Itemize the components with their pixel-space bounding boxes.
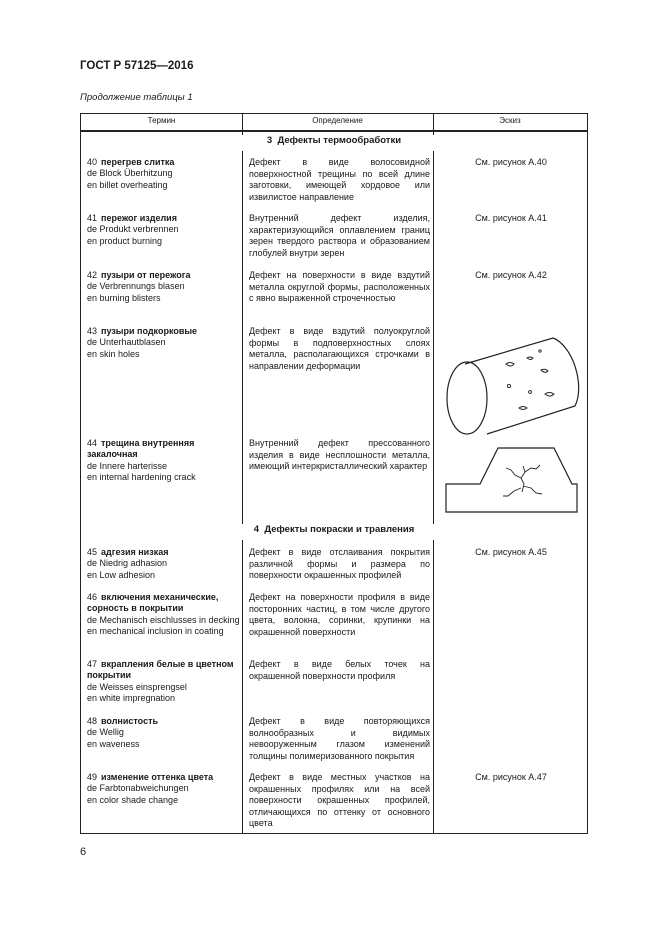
table-row — [87, 659, 241, 704]
col-header-sketch: Эскиз — [499, 116, 521, 125]
term-definition: Дефект на поверхности в виде вздутий металла округлой формы, расположенных с явно выраженной строчечностью — [249, 270, 430, 304]
col-header-definition: Определение — [312, 116, 363, 125]
term-de: de Block Überhitzung — [87, 168, 173, 179]
term-de: de Wellig — [87, 727, 124, 738]
table-row — [87, 716, 241, 750]
col-header-term: Термин — [147, 116, 176, 125]
term-en: en skin holes — [87, 348, 140, 359]
term-definition: Дефект в виде отслаивания покрытия различной формы и размера по поверхности окрашенных профилей — [249, 547, 430, 581]
term-ru: пережог изделия — [101, 213, 177, 223]
term-number: 41 — [87, 213, 98, 223]
term-de: de Mechanisch eischlusses in decking — [87, 614, 240, 625]
term-en: en internal hardening crack — [87, 471, 196, 482]
term-ru: пузыри от пережога — [101, 270, 191, 280]
term-de: de Farbtonabweichungen — [87, 783, 189, 794]
term-ru: трещина внутренняя закалочная — [87, 438, 195, 460]
term-en: en billet overheating — [87, 179, 168, 190]
term-en: en product burning — [87, 235, 163, 246]
table-header — [81, 114, 587, 132]
table-row — [87, 326, 241, 360]
term-en: en Low adhesion — [87, 569, 156, 580]
term-de: de Innere harterisse — [87, 460, 168, 471]
term-definition: Дефект в виде местных участков на окрашенных профилях или на всей поверхности окрашенных профилей, отличающихся по оттенку от основного цвета — [249, 772, 430, 829]
term-number: 42 — [87, 270, 98, 280]
table-continuation-caption: Продолжение таблицы 1 — [80, 92, 193, 103]
term-en: en white impregnation — [87, 692, 176, 703]
term-number: 45 — [87, 547, 98, 557]
section-title: Дефекты термообработки — [277, 135, 402, 146]
term-en: en color shade change — [87, 794, 179, 805]
sketch-reference: См. рисунок А.42 — [475, 270, 547, 280]
terms-table — [80, 113, 588, 834]
column-divider — [433, 114, 434, 833]
table-row — [87, 438, 241, 483]
cylinder-blisters-sketch — [441, 336, 581, 436]
term-definition: Внутренний дефект прессованного изделия в виде несплошности металла, имеющий интеркристаллический характер — [249, 438, 430, 472]
term-ru: волнистость — [101, 716, 159, 726]
term-de: de Produkt verbrennen — [87, 224, 179, 235]
term-number: 48 — [87, 716, 98, 726]
term-number: 43 — [87, 326, 98, 336]
term-definition: Дефект в виде волосовидной поверхностной трещины по всей длине заготовки, имеющей хордовое или извилистое направление — [249, 157, 430, 202]
term-ru: вкрапления белые в цветном покрытии — [87, 659, 234, 681]
profile-crack-sketch — [444, 442, 579, 514]
table-row — [87, 270, 241, 304]
page-number: 6 — [80, 846, 87, 858]
term-ru: включения механические, сорность в покрытии — [87, 592, 219, 614]
term-en: en mechanical inclusion in coating — [87, 625, 224, 636]
term-definition: Дефект на поверхности профиля в виде посторонних частиц, в том числе другого цвета, волокна, соринки, крупинки на окрашенной поверхности — [249, 592, 430, 637]
section-title: Дефекты покраски и травления — [264, 524, 415, 535]
term-definition: Дефект в виде вздутий полуокруглой формы в подповерхностных слоях металла, располагающихся строчками в направлении деформации — [249, 326, 430, 371]
section-number: 4 — [253, 524, 260, 535]
term-en: en burning blisters — [87, 292, 161, 303]
term-ru: изменение оттенка цвета — [101, 772, 214, 782]
sketch-reference: См. рисунок А.45 — [475, 547, 547, 557]
term-ru: адгезия низкая — [101, 547, 169, 557]
term-number: 40 — [87, 157, 98, 167]
table-row — [87, 213, 241, 247]
table-row — [87, 772, 241, 806]
term-number: 47 — [87, 659, 98, 669]
table-row — [87, 592, 241, 637]
term-ru: пузыри подкорковые — [101, 326, 198, 336]
column-divider — [242, 114, 243, 833]
term-de: de Niedrig adhasion — [87, 558, 168, 569]
sketch-reference: См. рисунок А.47 — [475, 772, 547, 782]
term-en: en waveness — [87, 738, 140, 749]
term-number: 49 — [87, 772, 98, 782]
table-row — [87, 547, 241, 581]
term-de: de Verbrennungs blasen — [87, 281, 185, 292]
sketch-reference: См. рисунок А.41 — [475, 213, 547, 223]
term-definition: Внутренний дефект изделия, характеризующийся оплавлением границ зерен твердого раствора и образованием глобулей внутри зерен — [249, 213, 430, 258]
term-number: 44 — [87, 438, 98, 448]
term-de: de Weisses einsprengsel — [87, 681, 187, 692]
term-number: 46 — [87, 592, 98, 602]
term-de: de Unterhautblasen — [87, 337, 166, 348]
section-number: 3 — [266, 135, 273, 146]
table-row — [87, 157, 241, 191]
term-ru: перегрев слитка — [101, 157, 175, 167]
document-code: ГОСТ Р 57125—2016 — [80, 60, 194, 72]
term-definition: Дефект в виде белых точек на окрашенной поверхности профиля — [249, 659, 430, 681]
term-definition: Дефект в виде повторяющихся волнообразных и видимых невооруженным глазом изменений толщины полимеризованного покрытия — [249, 716, 430, 761]
section-heading — [81, 524, 587, 540]
section-heading — [81, 135, 587, 151]
sketch-reference: См. рисунок А.40 — [475, 157, 547, 167]
